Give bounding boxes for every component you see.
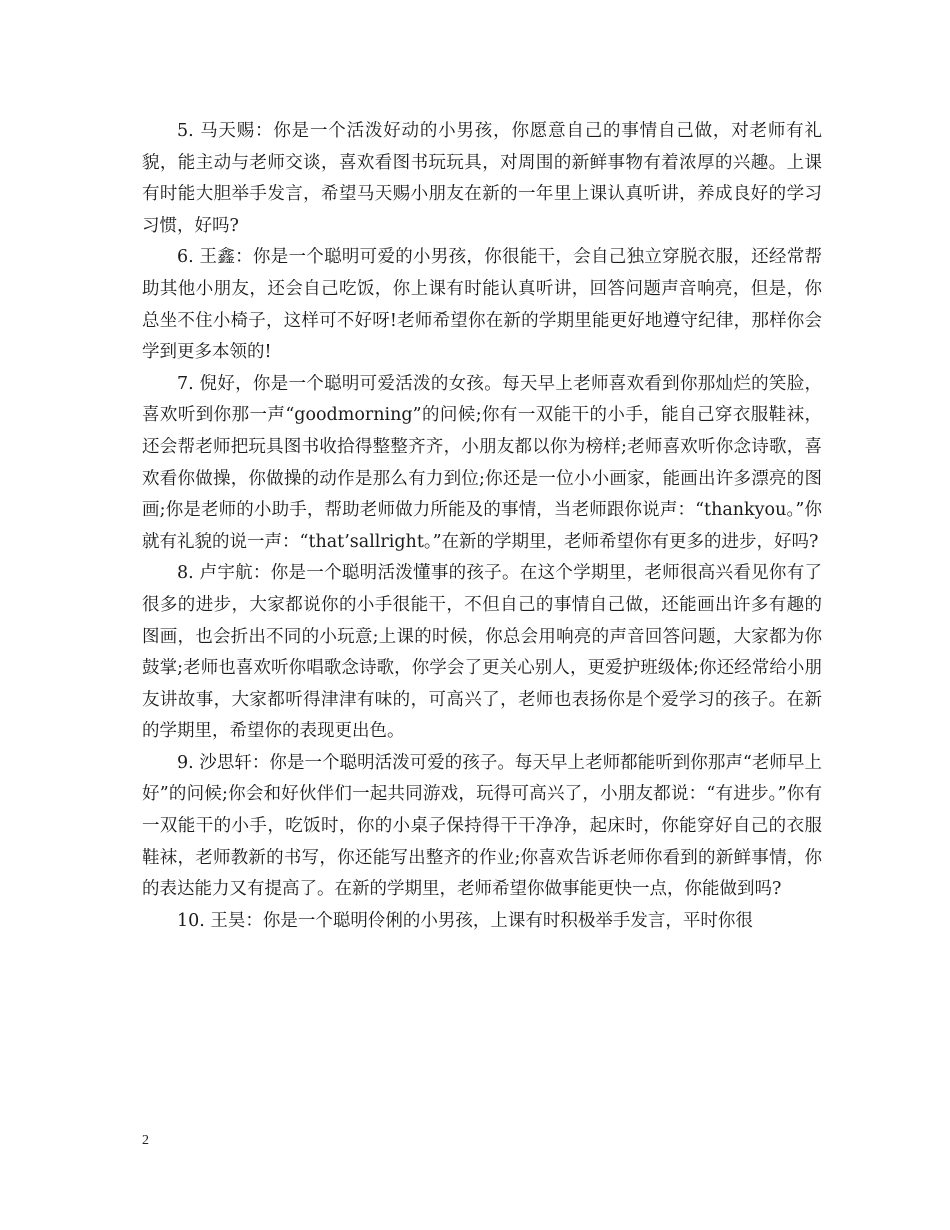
comment-paragraph-9: 9. 沙思轩：你是一个聪明活泼可爱的孩子。每天早上老师都能听到你那声“老师早上好”的问候;你会和好伙伴们一起共同游戏，玩得可高兴了，小朋友都说：“有进步。”你有一双能干的小手，吃饭时，你的小桌子保持得干干净净，起床时，你能穿好自己的衣服鞋袜，老师教新的书写，你还能写出整齐的作业;你喜欢告诉老师你看到的新鲜事情，你的表达能力又有提高了。在新的学期里，老师希望你做事能更快一点，你能做到吗? bbox=[142, 752, 822, 900]
comment-paragraph-7: 7. 倪好，你是一个聪明可爱活泼的女孩。每天早上老师喜欢看到你那灿烂的笑脸，喜欢听到你那一声“goodmorning”的问候;你有一双能干的小手，能自己穿衣服鞋袜，还会帮老师把玩具图书收拾得整整齐齐，小朋友都以你为榜样;老师喜欢听你念诗歌，喜欢看你做操，你做操的动作是那么有力到位;你还是一位小小画家，能画出许多漂亮的图画;你是老师的小助手，帮助老师做力所能及的事情，当老师跟你说声：“thankyou。”你就有礼貌的说一声：“that’sallright。”在新的学期里，老师希望你有更多的进步，好吗? bbox=[142, 373, 822, 552]
comment-paragraph-8: 8. 卢宇航：你是一个聪明活泼懂事的孩子。在这个学期里，老师很高兴看见你有了很多的进步，大家都说你的小手很能干，不但自己的事情自己做，还能画出许多有趣的图画，也会折出不同的小玩意;上课的时候，你总会用响亮的声音回答问题，大家都为你鼓掌;老师也喜欢听你唱歌念诗歌，你学会了更关心别人，更爱护班级体;你还经常给小朋友讲故事，大家都听得津津有味的，可高兴了，老师也表扬你是个爱学习的孩子。在新的学期里，希望你的表现更出色。 bbox=[142, 563, 822, 742]
document-body bbox=[142, 116, 822, 937]
page-number: 2 bbox=[142, 1133, 149, 1148]
comment-paragraph-5: 5. 马天赐：你是一个活泼好动的小男孩，你愿意自己的事情自己做，对老师有礼貌，能主动与老师交谈，喜欢看图书玩玩具，对周围的新鲜事物有着浓厚的兴趣。上课有时能大胆举手发言，希望马天赐小朋友在新的一年里上课认真听讲，养成良好的学习习惯，好吗? bbox=[142, 121, 822, 236]
comment-paragraph-10: 10. 王昊：你是一个聪明伶俐的小男孩，上课有时积极举手发言，平时你很 bbox=[177, 910, 753, 931]
comment-paragraph-6: 6. 王鑫：你是一个聪明可爱的小男孩，你很能干，会自己独立穿脱衣服，还经常帮助其他小朋友，还会自己吃饭，你上课有时能认真听讲，回答问题声音响亮，但是，你总坐不住小椅子，这样可不好呀!老师希望你在新的学期里能更好地遵守纪律，那样你会学到更多本领的! bbox=[142, 247, 822, 363]
